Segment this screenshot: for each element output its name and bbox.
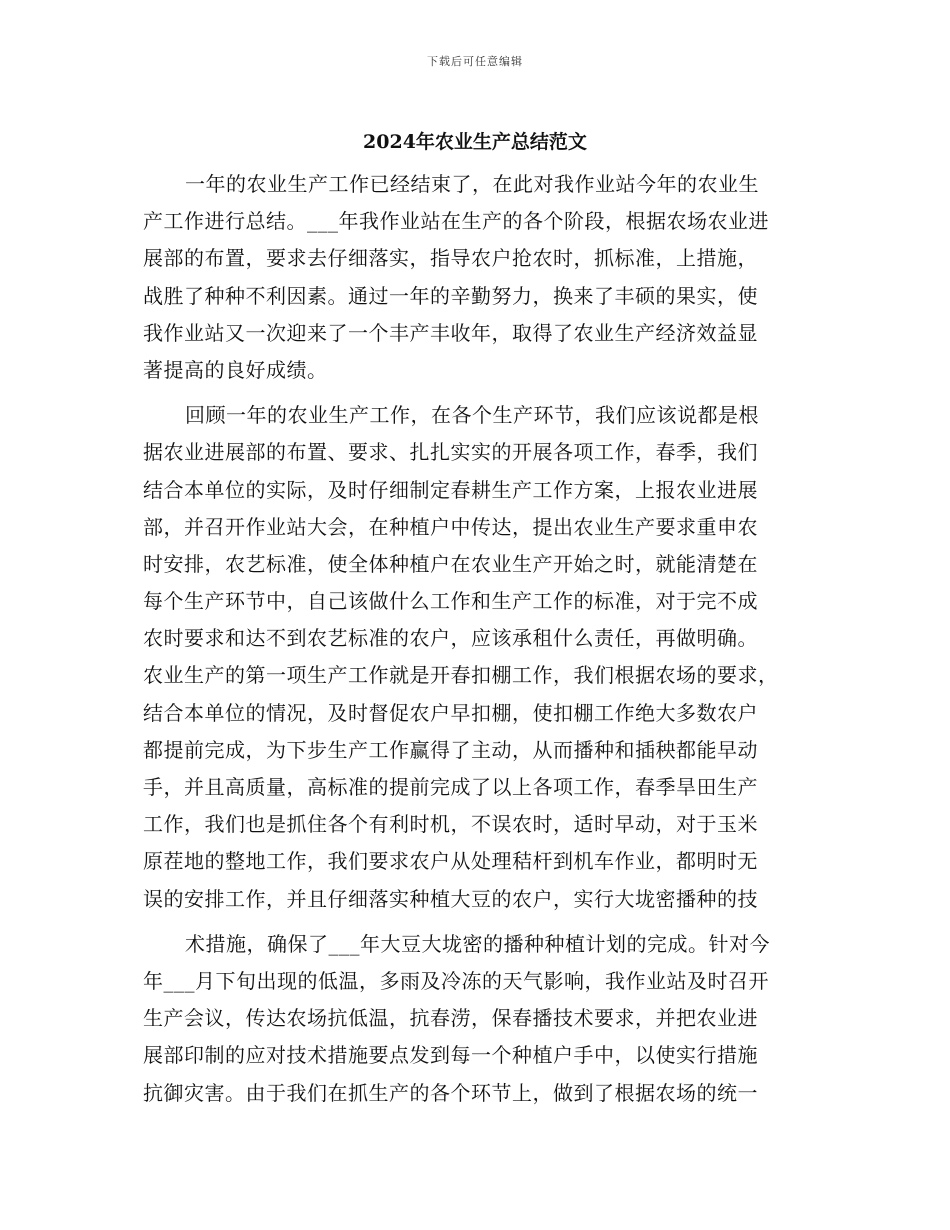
text-line: 误的安排工作，并且仔细落实种植大豆的农户，实行大垅密播种的技 [143,886,758,911]
document-body [143,166,813,1112]
text-line: 农时要求和达不到农艺标准的农户，应该承租什么责任，再做明确。 [143,626,758,651]
text-line: 原茬地的整地工作，我们要求农户从处理秸杆到机车作业，都明时无 [143,849,758,874]
text-line: 每个生产环节中，自己该做什么工作和生产工作的标准，对于完不成 [143,589,758,614]
text-line: 据农业进展部的布置、要求、扎扎实实的开展各项工作，春季，我们 [143,440,758,465]
text-line: 著提高的良好成绩。 [143,357,328,382]
text-line: 工作，我们也是抓住各个有利时机，不误农时，适时早动，对于玉米 [143,812,758,837]
text-line: 回顾一年的农业生产工作，在各个生产环节，我们应该说都是根 [185,403,759,428]
paragraph [143,926,813,1112]
text-line: 时安排，农艺标准，使全体种植户在农业生产开始之时，就能清楚在 [143,551,758,576]
text-line: 一年的农业生产工作已经结束了，在此对我作业站今年的农业生 [185,172,759,196]
text-line: 农业生产的第一项生产工作就是开春扣棚工作，我们根据农场的要求， [143,663,779,688]
text-line: 展部的布置，要求去仔细落实，指导农户抢农时，抓标准，上措施， [143,246,758,271]
text-line: 结合本单位的实际，及时仔细制定春耕生产工作方案，上报农业进展 [143,477,758,502]
text-line: 战胜了种种不利因素。通过一年的辛勤努力，换来了丰硕的果实，使 [143,283,758,308]
text-line: 我作业站又一次迎来了一个丰产丰收年，取得了农业生产经济效益显 [143,320,758,345]
document-title: 2024年农业生产总结范文 [363,131,587,153]
text-line: 结合本单位的情况，及时督促农户早扣棚，使扣棚工作绝大多数农户 [143,700,758,725]
text-line: 都提前完成，为下步生产工作赢得了主动，从而播种和插秧都能早动 [143,737,758,762]
text-line: 术措施，确保了___年大豆大垅密的播种种植计划的完成。针对今 [185,931,770,956]
text-line: 抗御灾害。由于我们在抓生产的各个环节上，做到了根据农场的统一 [143,1080,758,1105]
text-line: 手，并且高质量，高标准的提前完成了以上各项工作，春季旱田生产 [143,775,758,799]
text-line: 生产会议，传达农场抗低温，抗春涝，保春播技术要求，并把农业进 [143,1006,758,1031]
text-line: 产工作进行总结。___年我作业站在生产的各个阶段，根据农场农业进 [143,209,769,234]
header-note: 下载后可任意编辑 [427,55,523,68]
text-line: 年___月下旬出现的低温，多雨及冷冻的天气影响，我作业站及时召开 [143,968,769,993]
text-line: 展部印制的应对技术措施要点发到每一个种植户手中，以使实行措施 [143,1043,758,1068]
text-line: 部，并召开作业站大会，在种植户中传达，提出农业生产要求重申农 [143,514,758,539]
paragraph [143,166,813,389]
paragraph [143,397,813,918]
